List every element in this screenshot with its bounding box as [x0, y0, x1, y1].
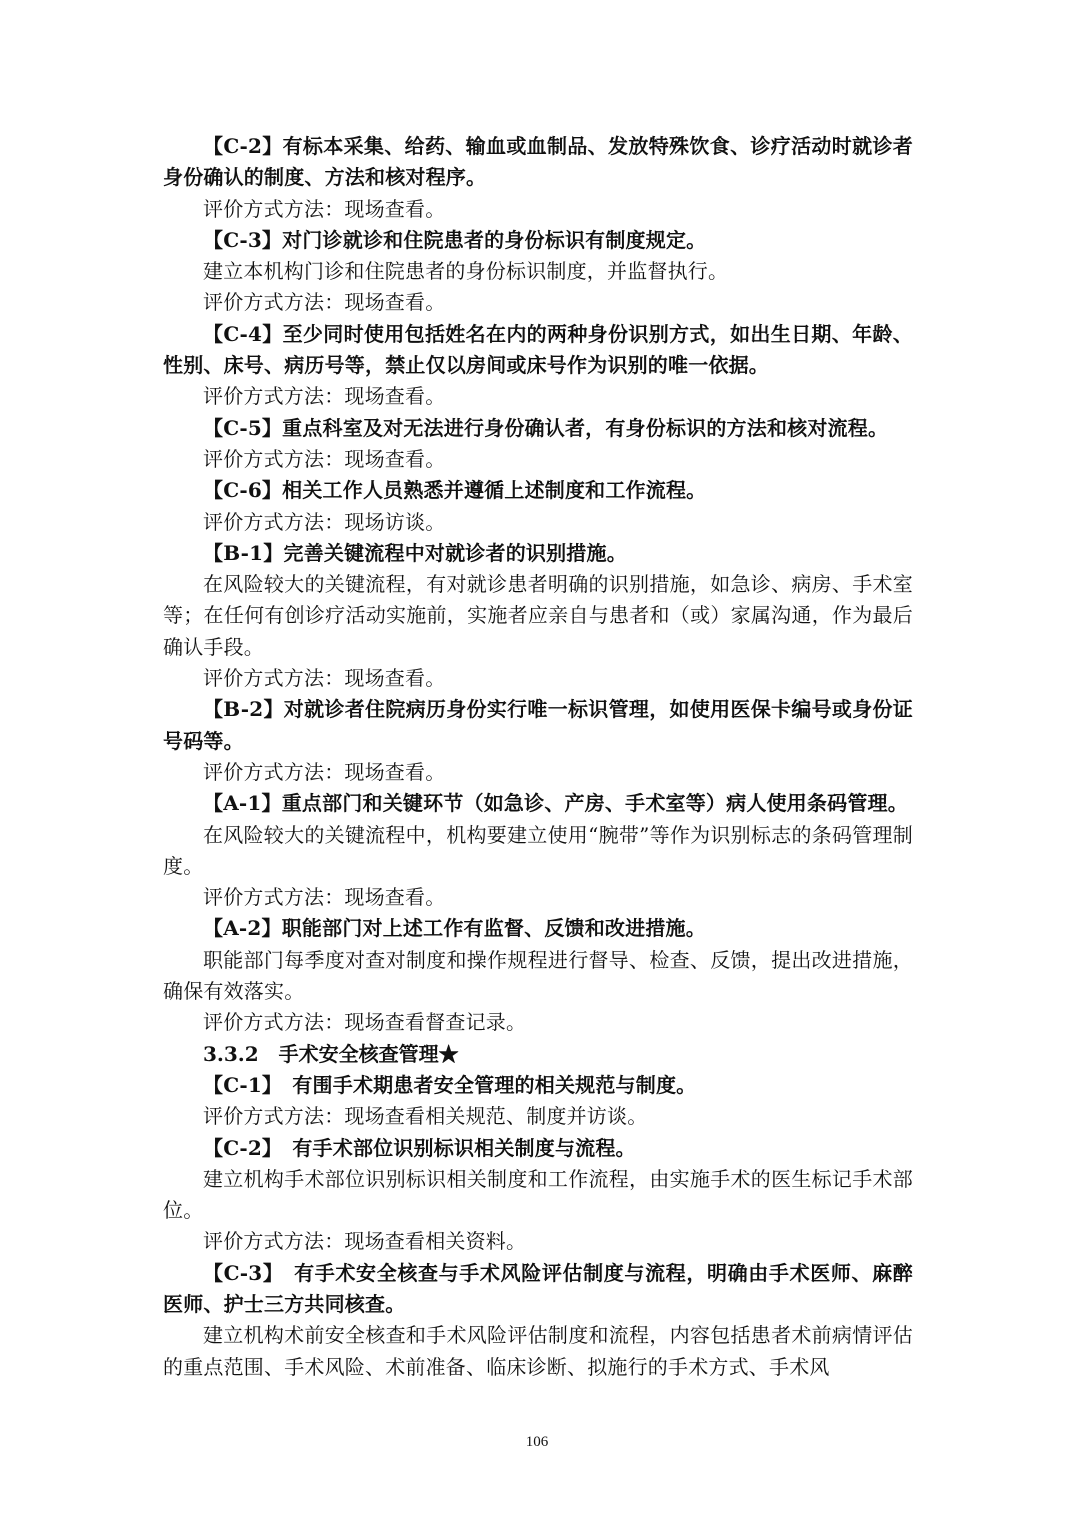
evaluation-method: 评价方式方法：现场查看。 [203, 384, 446, 409]
criterion-c5: 【C-5】重点科室及对无法进行身份确认者，有身份标识的方法和核对流程。 [203, 415, 889, 440]
evaluation-method: 评价方式方法：现场查看。 [203, 196, 446, 221]
criterion-c1: 【C-1】 有围手术期患者安全管理的相关规范与制度。 [203, 1072, 697, 1097]
evaluation-method: 评价方式方法：现场查看。 [203, 885, 446, 910]
evaluation-method: 评价方式方法：现场查看。 [203, 666, 446, 691]
criterion-a2: 【A-2】职能部门对上述工作有监督、反馈和改进措施。 [203, 916, 706, 941]
criterion-c4: 【C-4】至少同时使用包括姓名在内的两种身份识别方式，如出生日期、年龄、性别、床号、病历号等，禁止仅以房间或床号作为识别的唯一依据。 [163, 321, 913, 378]
evaluation-method: 评价方式方法：现场查看。 [203, 446, 446, 471]
evaluation-method: 评价方式方法：现场查看相关规范、制度并访谈。 [203, 1104, 648, 1129]
criterion-c2: 【C-2】有标本采集、给药、输血或血制品、发放特殊饮食、诊疗活动时就诊者身份确认的制度、方法和核对程序。 [163, 134, 913, 190]
evaluation-method: 评价方式方法：现场查看相关资料。 [203, 1229, 527, 1254]
criterion-c3: 【C-3】对门诊就诊和住院患者的身份标识有制度规定。 [203, 227, 707, 252]
evaluation-method: 评价方式方法：现场查看。 [203, 290, 446, 315]
evaluation-method: 评价方式方法：现场查看督查记录。 [203, 1010, 527, 1035]
criterion-c6: 【C-6】相关工作人员熟悉并遵循上述制度和工作流程。 [203, 478, 707, 503]
body-paragraph: 职能部门每季度对查对制度和操作规程进行督导、检查、反馈，提出改进措施，确保有效落实。 [163, 947, 913, 1004]
section-heading: 3.3.2 手术安全核查管理★ [203, 1041, 459, 1066]
document-body [163, 131, 913, 1383]
evaluation-method: 评价方式方法：现场访谈。 [203, 509, 446, 534]
evaluation-method: 评价方式方法：现场查看。 [203, 759, 446, 784]
criterion-c2-surgical: 【C-2】 有手术部位识别标识相关制度与流程。 [203, 1135, 636, 1160]
page-number: 106 [525, 1434, 549, 1450]
criterion-b1: 【B-1】完善关键流程中对就诊者的识别措施。 [203, 540, 627, 565]
criterion-a1: 【A-1】重点部门和关键环节（如急诊、产房、手术室等）病人使用条码管理。 [203, 791, 908, 816]
criterion-c3-surgical: 【C-3】 有手术安全核查与手术风险评估制度与流程，明确由手术医师、麻醉医师、护士三方共同核查。 [163, 1260, 913, 1316]
body-paragraph: 建立机构手术部位识别标识相关制度和工作流程，由实施手术的医生标记手术部位。 [163, 1166, 913, 1223]
body-paragraph: 在风险较大的关键流程，有对就诊患者明确的识别措施，如急诊、病房、手术室等；在任何有创诊疗活动实施前，实施者应亲自与患者和（或）家属沟通，作为最后确认手段。 [163, 572, 913, 659]
body-paragraph: 建立机构术前安全核查和手术风险评估制度和流程，内容包括患者术前病情评估的重点范围、手术风险、术前准备、临床诊断、拟施行的手术方式、手术风 [163, 1323, 913, 1379]
body-paragraph: 在风险较大的关键流程中，机构要建立使用“腕带”等作为识别标志的条码管理制度。 [163, 822, 913, 878]
criterion-b2: 【B-2】对就诊者住院病历身份实行唯一标识管理，如使用医保卡编号或身份证号码等。 [163, 697, 913, 753]
body-paragraph: 建立本机构门诊和住院患者的身份标识制度，并监督执行。 [203, 259, 729, 284]
